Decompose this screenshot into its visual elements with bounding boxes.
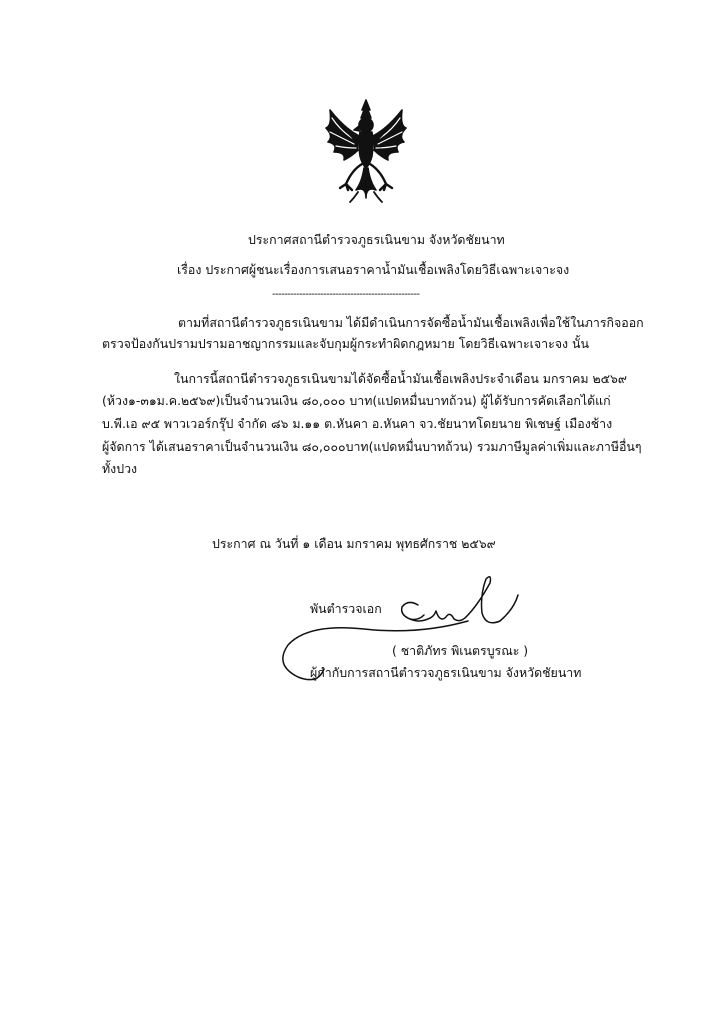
paragraph-1-line-1: ตามที่สถานีตำรวจภูธรเนินขาม ได้มีดำเนินการจัดซื้อน้ำมันเชื้อเพลิงเพื่อใช้ในภารกิจออก (178, 315, 644, 330)
paragraph-2-line-5: ทั้งปวง (102, 461, 138, 476)
garuda-emblem-icon (318, 98, 414, 206)
announcement-subject: เรื่อง ประกาศผู้ชนะเรื่องการเสนอราคาน้ำมันเชื้อเพลิงโดยวิธีเฉพาะเจาะจง (177, 262, 570, 277)
paragraph-2-line-3: บ.พี.เอ ๙๕ พาวเวอร์กรุ๊ป จำกัด ๘๖ ม.๑๑ ต.หันคา อ.หันคา จว.ชัยนาทโดยนาย พิเชษฐ์ เมืองช้าง (102, 416, 613, 431)
paragraph-1-line-2: ตรวจป้องกันปรามปรามอาชญากรรมและจับกุมผู้กระทำผิดกฎหมาย โดยวิธีเฉพาะเจาะจง นั้น (102, 336, 589, 351)
signer-name: ( ชาติภัทร พิเนตรบูรณะ ) (392, 643, 529, 658)
paragraph-2-line-2: (ห้วง๑-๓๑ม.ค.๒๕๖๙)เป็นจำนวนเงิน ๘๐,๐๐๐ บาท(แปดหมื่นบาทถ้วน) ผู้ได้รับการคัดเลือกได้แก่ (102, 393, 611, 408)
paragraph-2-line-1: ในการนี้สถานีตำรวจภูธรเนินขามได้จัดซื้อน้ำมันเชื้อเพลิงประจำเดือน มกราคม ๒๕๖๙ (174, 371, 627, 386)
separator-line: ------------------------------------------------- (272, 289, 420, 300)
paragraph-2-line-4: ผู้จัดการ ได้เสนอราคาเป็นจำนวนเงิน ๘๐,๐๐๐บาท(แปดหมื่นบาทถ้วน) รวมภาษีมูลค่าเพิ่มและภาษีอื่นๆ (102, 439, 642, 454)
announcement-date: ประกาศ ณ วันที่ ๑ เดือน มกราคม พุทธศักราช ๒๕๖๙ (212, 536, 496, 551)
signer-position: ผู้กำกับการสถานีตำรวจภูธรเนินขาม จังหวัดชัยนาท (310, 665, 582, 680)
announcement-title: ประกาศสถานีตำรวจภูธรเนินขาม จังหวัดชัยนาท (248, 232, 505, 247)
signer-rank: พันตำรวจเอก (310, 601, 382, 616)
